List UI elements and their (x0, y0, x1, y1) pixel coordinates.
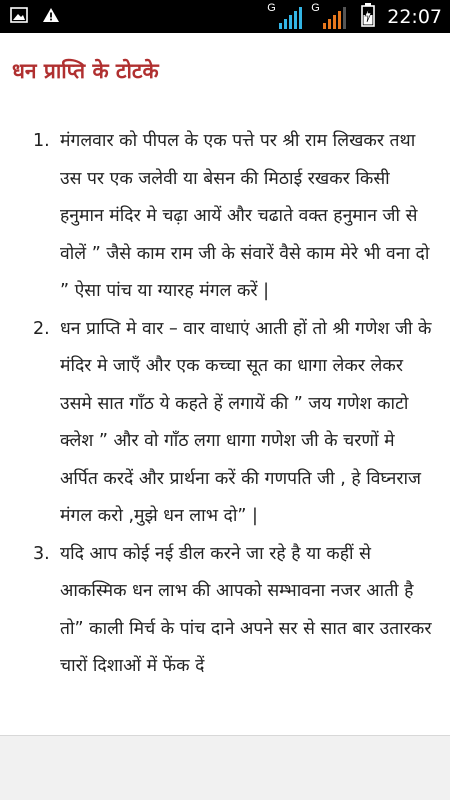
status-bar-system (267, 1, 442, 31)
page-title: धन प्राप्ति के टोटके (12, 59, 159, 83)
list-item (0, 536, 450, 686)
status-bar-time: 22:07 (387, 5, 442, 28)
list-item (0, 311, 450, 536)
signal-icon-secondary (311, 1, 347, 29)
battery-charging-icon (361, 3, 375, 31)
image-icon (10, 7, 28, 27)
list-item (0, 123, 450, 311)
list-item-number: 2. (33, 318, 50, 339)
article-content[interactable] (0, 33, 450, 735)
tips-list (0, 123, 450, 686)
status-bar-notifications (10, 7, 60, 27)
list-item-text: यदि आप कोई नई डील करने जा रहे है या कहीं से आकस्मिक धन लाभ की आपको सम्भावना नजर आती है तो” काली मिर्च के पांच दाने अपने सर से सात बार उतारकर चारों दिशाओं में फेंक दें (60, 543, 432, 676)
network-type-label: G (267, 1, 276, 14)
bottom-ad-banner[interactable] (0, 735, 450, 800)
list-item-text: मंगलवार को पीपल के एक पत्ते पर श्री राम लिखकर तथा उस पर एक जलेवी या बेसन की मिठाई रखकर किसी हनुमान मंदिर मे चढ़ा आयें और चढाते वक्त हनुमान जी से वोलें ” जैसे काम राम जी के संवारें वैसे काम मेरे भी वना दो ” ऐसा पांच या ग्यारह मंगल करें | (60, 131, 430, 301)
warning-icon (42, 7, 60, 27)
network-type-label-secondary: G (311, 1, 320, 14)
list-item-text: धन प्राप्ति मे वार – वार वाधाएं आती हों तो श्री गणेश जी के मंदिर मे जाएँ और एक कच्चा सूत का धागा लेकर लेकर उसमे सात गाँठ ये कहते हें लगायें की ” जय गणेश काटो क्लेश ” और वो गाँठ लगा धागा गणेश जी के चरणों मे अर्पित करदें और प्रार्थना करें की गणपति जी , हे विघ्नराज मंगल करो ,मुझे धन लाभ दो” | (60, 318, 432, 526)
list-item-number: 1. (33, 131, 50, 151)
list-item-number: 3. (33, 543, 50, 564)
status-bar (0, 0, 450, 33)
signal-icon (267, 1, 303, 29)
